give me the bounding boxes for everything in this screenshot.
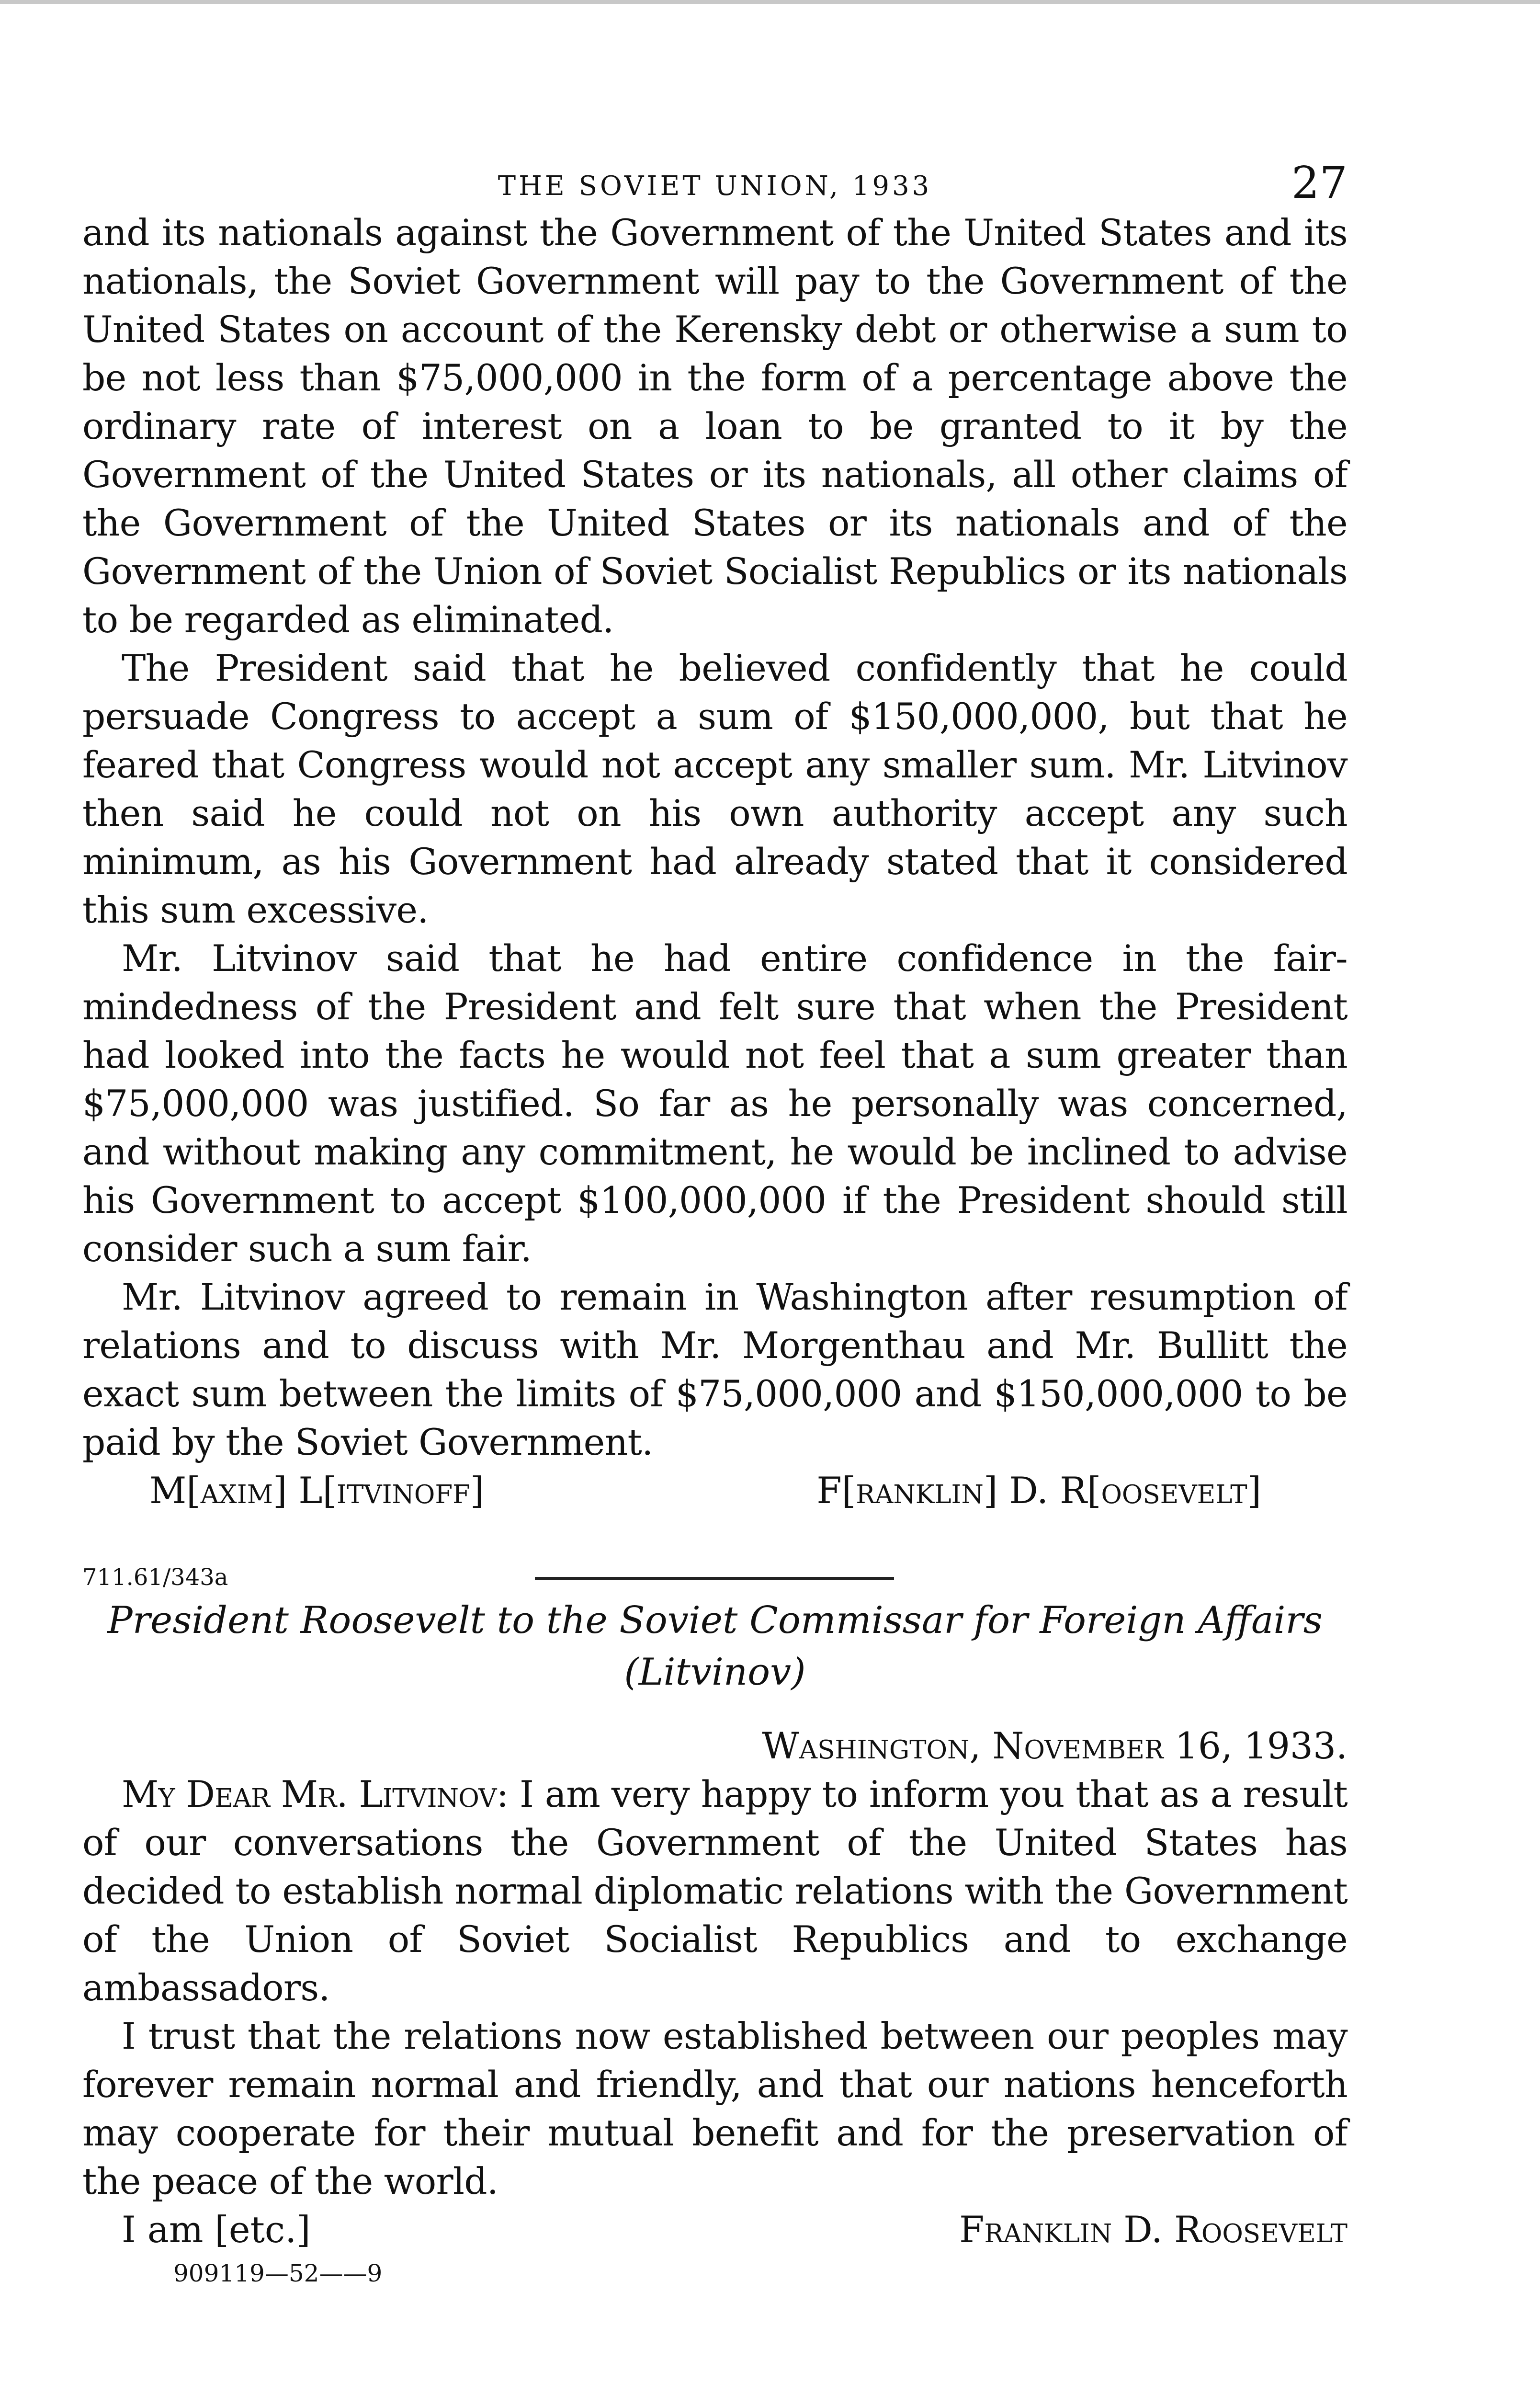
letter-paragraph-2: I trust that the relations now established between our peoples may forever remain normal and friendly, and that our nations henceforth may cooperate for their mutual benefit and for the preservation of the peace of the world. <box>82 2015 1348 2202</box>
letter-closing <box>82 2206 1348 2256</box>
signature-roosevelt: F[ranklin] D. R[oosevelt] <box>816 1470 1261 1512</box>
letter-signature: Franklin D. Roosevelt <box>959 2209 1348 2251</box>
body-paragraph-1: and its nationals against the Government of the United States and its nationals, the Soviet Government will pay to the Government of the United States on account of the Kerensky debt or otherwise a sum to be not less than $75,000,000 in the form of a percentage above the ordinary rate of interest on a loan to be granted to it by the Government of the United States or its nationals, all other claims of the Government of the United States or its nationals and of the Government of the Union of Soviet Socialist Republics or its nationals to be regarded as eliminated. <box>82 212 1348 641</box>
body-paragraph-2: The President said that he believed confidently that he could persuade Congress to accept a sum of $150,000,000, but that he feared that Congress would not accept any smaller sum. Mr. Litvinov then said he could not on his own authority accept any such minimum, as his Government had already stated that it considered this sum excessive. <box>82 647 1348 931</box>
memorandum-signatures <box>82 1467 1348 1517</box>
running-header <box>82 153 1348 206</box>
body-paragraph-3: Mr. Litvinov said that he had entire confidence in the fair-mindedness of the President and felt sure that when the President had looked into the facts he would not feel that a sum greater than $75,000,000 was justified. So far as he personally was concerned, and without making any commitment, he would be inclined to advise his Government to accept $100,000,000 if the President should still consider such a sum fair. <box>82 937 1348 1270</box>
closing-text: I am [etc.] <box>122 2209 311 2251</box>
file-number: 711.61/343a <box>82 1564 228 1591</box>
print-code: 909119—52——9 <box>173 2259 383 2287</box>
dateline: Washington, November 16, 1933. <box>762 1725 1348 1767</box>
letter-paragraph-1-text: I am very happy to inform you that as a result of our conversations the Government of the United States has decided to establish normal diplomatic relations with the Government of the Union of Soviet Socialist Republics and to exchange ambassadors. <box>82 1773 1348 2009</box>
letter-paragraph-1 <box>82 1770 1348 2012</box>
section-divider <box>535 1577 894 1580</box>
top-page-edge <box>0 0 1540 4</box>
page-number: 27 <box>1291 157 1348 208</box>
body-paragraph-4: Mr. Litvinov agreed to remain in Washington after resumption of relations and to discuss with Mr. Morgenthau and Mr. Bullitt the exact sum between the limits of $75,000,000 and $150,000,000 to be paid by the Soviet Government. <box>82 1276 1348 1463</box>
memorandum-body <box>82 209 1348 1467</box>
document-heading-line-1: President Roosevelt to the Soviet Commissar for Foreign Affairs <box>107 1599 1323 1642</box>
document-heading <box>82 1595 1348 1698</box>
salutation: My Dear Mr. Litvinov: <box>122 1773 509 1815</box>
document-page <box>82 153 1348 2290</box>
running-title: THE SOVIET UNION, 1933 <box>498 171 932 202</box>
document-heading-line-2: (Litvinov) <box>624 1651 806 1694</box>
signature-litvinoff: M[axim] L[itvinoff] <box>149 1470 485 1512</box>
document-file-row <box>82 1517 1348 1589</box>
